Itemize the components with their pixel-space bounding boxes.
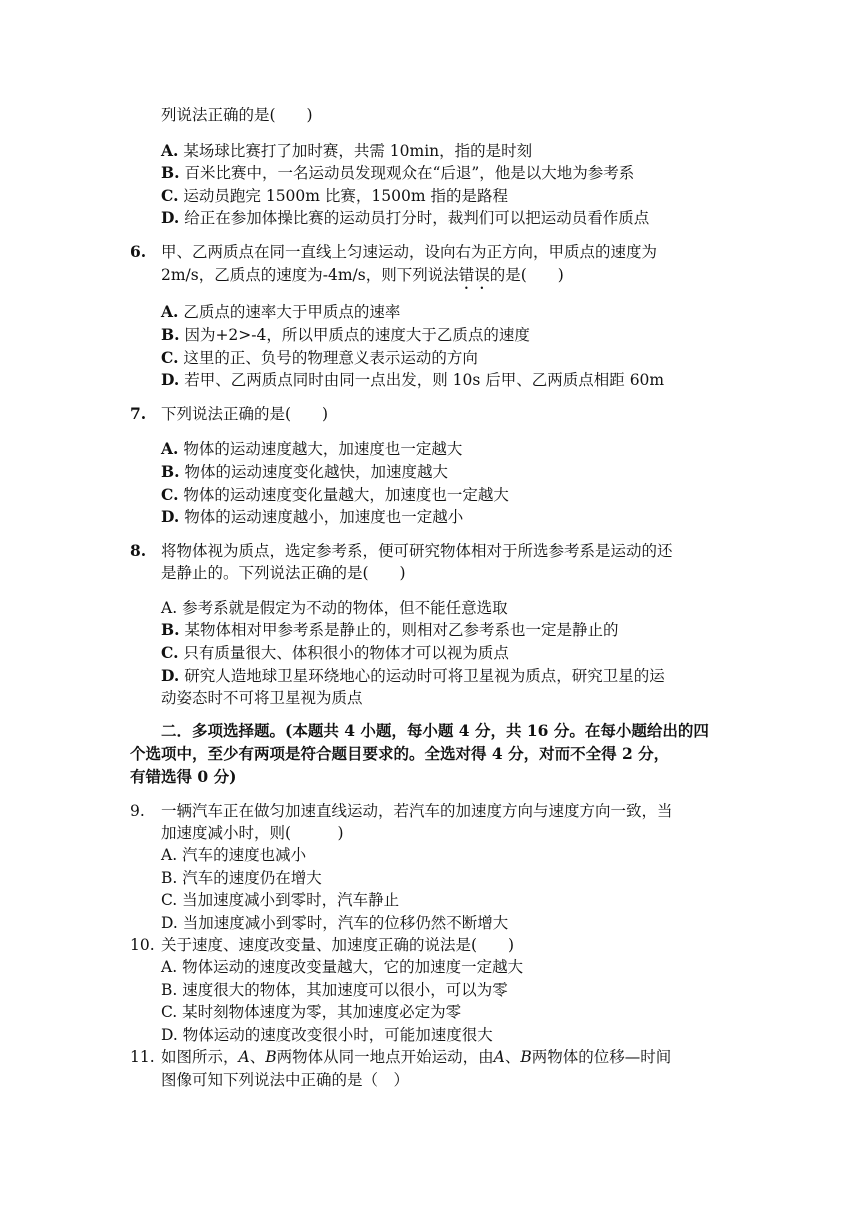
section2-line1: 二．多项选择题。(本题共 4 小题，每小题 4 分，共 16 分。在每小题给出的四 [161, 721, 709, 740]
option-text: 运动员跑完 1500m 比赛，1500m 指的是路程 [183, 187, 508, 205]
option-text: 物体的运动速度变化越快，加速度越大 [184, 463, 448, 481]
q6-option-c [161, 348, 478, 368]
option-text: 速度很大的物体，其加速度可以很小，可以为零 [182, 981, 508, 999]
q5-stem-continuation: 列说法正确的是( ) [161, 106, 313, 124]
object-a-label: A [493, 1048, 505, 1066]
option-letter: A. [161, 302, 179, 321]
q5-option-d [161, 208, 649, 228]
q7-option-b [161, 462, 448, 482]
option-letter: D. [161, 507, 180, 526]
option-text: 研究人造地球卫星环绕地心的运动时可将卫星视为质点，研究卫星的运 [184, 667, 665, 685]
option-letter: A. [161, 439, 179, 458]
q8-stem-line1: 将物体视为质点，选定参考系，便可研究物体相对于所选参考系是运动的还 [161, 542, 673, 560]
option-text: 这里的正、负号的物理意义表示运动的方向 [183, 349, 478, 367]
q8-option-b [161, 620, 618, 640]
q11-stem-line1 [161, 1047, 671, 1067]
option-letter: B. [161, 620, 180, 639]
object-b-label: B [520, 1048, 532, 1066]
option-text: 某时刻物体速度为零，其加速度必定为零 [182, 1003, 462, 1021]
option-letter: B. [161, 163, 180, 182]
option-text: 某场球比赛打了加时赛，共需 10min，指的是时刻 [183, 142, 533, 160]
q6-stem-part-b: 的是( ) [489, 266, 564, 284]
q9-option-a [161, 845, 306, 865]
q8-number: 8. [130, 541, 147, 560]
q6-option-d [161, 370, 664, 390]
option-letter: C. [161, 485, 179, 504]
option-letter: C. [161, 186, 179, 205]
q9-option-c [161, 890, 399, 910]
option-text: 当加速度减小到零时，汽车的位移仍然不断增大 [182, 914, 509, 932]
separator: 、 [249, 1048, 266, 1066]
option-letter: A. [161, 846, 178, 864]
q5-option-c [161, 186, 508, 206]
q6-emphasis-wrong: 错误 [458, 266, 490, 284]
option-text: 汽车的速度仍在增大 [182, 869, 322, 887]
option-letter: A. [161, 599, 178, 617]
option-letter: B. [161, 981, 178, 999]
q8-stem-line2: 是静止的。下列说法正确的是( ) [161, 564, 406, 582]
q7-option-a [161, 439, 462, 459]
q6-stem-line1: 甲、乙两质点在同一直线上匀速运动，设向右为正方向，甲质点的速度为 [161, 243, 658, 261]
q6-stem-line2 [161, 265, 564, 293]
option-text: 物体的运动速度变化量越大，加速度也一定越大 [183, 486, 509, 504]
option-letter: B. [161, 325, 180, 344]
option-text: 参考系就是假定为不动的物体，但不能任意选取 [182, 599, 508, 617]
q7-option-d [161, 507, 463, 527]
q10-option-b [161, 980, 508, 1000]
option-text: 当加速度减小到零时，汽车静止 [182, 891, 400, 909]
q8-option-d-continuation: 动姿态时不可将卫星视为质点 [161, 689, 363, 707]
option-letter: C. [161, 891, 178, 909]
q9-option-b [161, 868, 322, 888]
q6-number: 6. [130, 242, 147, 261]
q9-number: 9. [130, 802, 145, 820]
q6-option-b [161, 325, 530, 345]
option-letter: B. [161, 462, 180, 481]
option-text: 若甲、乙两质点同时由同一点出发，则 10s 后甲、乙两质点相距 60m [184, 371, 665, 389]
option-letter: D. [161, 208, 180, 227]
q10-option-d [161, 1025, 493, 1045]
object-a-label: A [238, 1048, 250, 1066]
q10-stem: 关于速度、速度改变量、加速度正确的说法是( ) [161, 936, 515, 954]
option-letter: D. [161, 370, 180, 389]
q5-option-b [161, 163, 634, 183]
option-letter: D. [161, 1026, 178, 1044]
q8-option-c [161, 643, 509, 663]
q10-option-c [161, 1002, 461, 1022]
object-b-label: B [265, 1048, 277, 1066]
separator: 、 [504, 1048, 521, 1066]
q11-number: 11. [130, 1048, 155, 1066]
q11-text-c: 两物体的位移—时间 [531, 1048, 672, 1066]
q5-option-a [161, 141, 532, 161]
q11-text-a: 如图所示， [161, 1048, 239, 1066]
option-letter: D. [161, 666, 180, 685]
option-text: 物体的运动速度越小，加速度也一定越小 [184, 508, 464, 526]
option-text: 汽车的速度也减小 [182, 846, 307, 864]
q11-stem-line2: 图像可知下列说法中正确的是（ ） [161, 1071, 410, 1089]
option-text: 因为+2>-4，所以甲质点的速度大于乙质点的速度 [184, 326, 530, 344]
option-text: 给正在参加体操比赛的运动员打分时，裁判们可以把运动员看作质点 [184, 209, 650, 227]
q7-number: 7. [130, 404, 147, 423]
option-text: 物体运动的速度改变很小时，可能加速度很大 [182, 1026, 493, 1044]
option-text: 乙质点的速率大于甲质点的速率 [183, 303, 401, 321]
option-letter: B. [161, 869, 178, 887]
q6-stem-part-a: 2m/s，乙质点的速度为-4m/s，则下列说法 [161, 266, 459, 284]
q10-option-a [161, 957, 523, 977]
q11-text-b: 两物体从同一地点开始运动，由 [276, 1048, 494, 1066]
option-text: 只有质量很大、体积很小的物体才可以视为质点 [183, 644, 509, 662]
option-text: 物体运动的速度改变量越大，它的加速度一定越大 [182, 958, 524, 976]
q7-stem: 下列说法正确的是( ) [161, 405, 329, 423]
section2-line3: 有错选得 0 分) [130, 767, 237, 786]
option-letter: C. [161, 348, 179, 367]
section2-line2: 个选项中，至少有两项是符合题目要求的。全选对得 4 分，对而不全得 2 分， [130, 744, 670, 763]
q9-option-d [161, 913, 508, 933]
q7-option-c [161, 485, 509, 505]
option-text: 百米比赛中，一名运动员发现观众在“后退”，他是以大地为参考系 [184, 164, 635, 182]
option-letter: A. [161, 958, 178, 976]
option-letter: C. [161, 1003, 178, 1021]
q8-option-a [161, 598, 508, 618]
option-text: 物体的运动速度越大，加速度也一定越大 [183, 440, 463, 458]
q10-number: 10. [130, 936, 155, 954]
q6-option-a [161, 302, 400, 322]
option-letter: D. [161, 914, 178, 932]
option-text: 某物体相对甲参考系是静止的，则相对乙参考系也一定是静止的 [184, 621, 619, 639]
q9-stem-line2: 加速度减小时，则( ) [161, 824, 344, 842]
q8-option-d [161, 666, 665, 686]
option-letter: A. [161, 141, 179, 160]
q9-stem-line1: 一辆汽车正在做匀加速直线运动，若汽车的加速度方向与速度方向一致，当 [161, 802, 673, 820]
option-letter: C. [161, 643, 179, 662]
